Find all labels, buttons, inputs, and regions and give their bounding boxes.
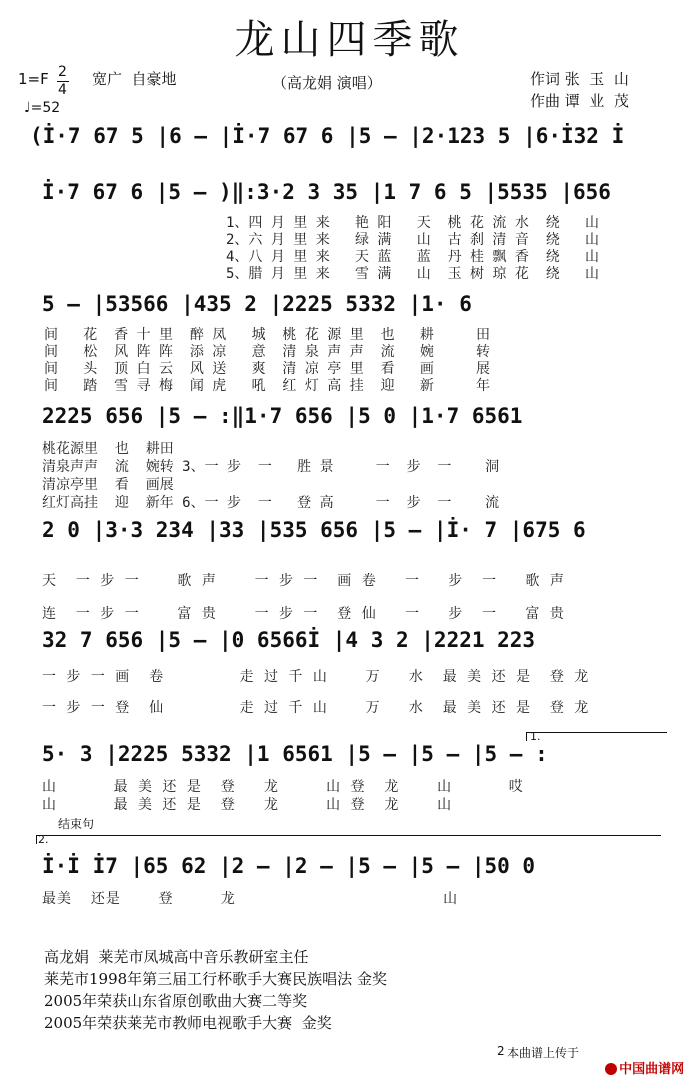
- ending-section-label: 结束句: [58, 817, 95, 831]
- lyricist-credit: 作词 张 玉 山: [530, 70, 629, 88]
- singer-bio-line-2: 莱芜市1998年第三届工行杯歌手大赛民族唱法 金奖: [44, 970, 387, 988]
- expression-marking: 宽广 自豪地: [92, 70, 177, 88]
- volta-bracket-2: [36, 835, 661, 844]
- lyric-row-3-verse-1: 间 花 香 十 里 醉 凤 城 桃 花 源 里 也 耕 田: [44, 327, 491, 343]
- lyric-row-6-verse-1: 一 步 一 画 卷 走 过 千 山 万 水 最 美 还 是 登 龙: [42, 669, 590, 685]
- page-marker: 2: [497, 1044, 505, 1058]
- lyric-row-2-verse-4: 4、八 月 里 来 天 蓝 蓝 丹 桂 飘 香 绕 山: [226, 249, 600, 265]
- score-row-5: 2 0 |3·3 234 |33 |535 656 |5 – |İ· 7 |675 6: [42, 518, 586, 542]
- singer-bio-line-1: 高龙娟 莱芜市凤城高中音乐教研室主任: [44, 948, 309, 966]
- lyric-row-3-verse-3: 间 头 顶 白 云 风 送 爽 清 凉 亭 里 看 画 展: [44, 361, 491, 377]
- score-row-1: (İ·7 67 5 |6 – |İ·7 67 6 |5 – |2·123 5 |6·İ32 İ: [30, 124, 625, 148]
- volta-bracket-1: [526, 732, 667, 741]
- singer-bio-line-3: 2005年荣获山东省原创歌曲大赛二等奖: [44, 992, 308, 1010]
- score-row-8: İ·İ İ7 |65 62 |2 – |2 – |5 – |5 – |50 0: [42, 854, 536, 878]
- lyric-row-3-verse-2: 间 松 风 阵 阵 添 凉 意 清 泉 声 声 流 婉 转: [44, 344, 491, 360]
- lyric-row-6-verse-2: 一 步 一 登 仙 走 过 千 山 万 水 最 美 还 是 登 龙: [42, 700, 590, 716]
- lyric-row-4-verse-2: 清泉声声 流 婉转 3、一 步 一 胜 景 一 步 一 洞: [42, 459, 500, 475]
- lyric-row-4-verse-4: 红灯高挂 迎 新年 6、一 步 一 登 高 一 步 一 流: [42, 495, 500, 511]
- score-row-4: 2225 656 |5 – :‖1·7 656 |5 0 |1·7 6561: [42, 404, 523, 428]
- lyric-row-4-verse-1: 桃花源里 也 耕田: [42, 441, 174, 457]
- upload-source-text: 本曲谱上传于: [507, 1046, 580, 1060]
- score-row-6: 32 7 656 |5 – |0 6566İ |4 3 2 |2221 223: [42, 628, 536, 652]
- lyric-row-7-verse-2: 山 最 美 还 是 登 龙 山 登 龙 山: [42, 797, 453, 813]
- lyric-row-2-verse-2: 2、六 月 里 来 绿 满 山 古 刹 清 音 绕 山: [226, 232, 600, 248]
- song-title: 龙山四季歌: [234, 17, 465, 63]
- score-row-7: 5· 3 |2225 5332 |1 6561 |5 – |5 – |5 – :: [42, 742, 548, 766]
- score-row-3: 5 – |53566 |435 2 |2225 5332 |1· 6: [42, 292, 472, 316]
- lyric-row-2-verse-1: 1、四 月 里 来 艳 阳 天 桃 花 流 水 绕 山: [226, 215, 600, 231]
- lyric-row-5-verse-2: 连 一 步 一 富 贵 一 步 一 登 仙 一 步 一 富 贵: [42, 606, 565, 622]
- singer-credit: （高龙娟 演唱）: [272, 74, 382, 92]
- site-brand-name: 中国曲谱网: [619, 1062, 685, 1077]
- volta-1-label: 1.: [530, 730, 541, 743]
- lyric-row-3-verse-4: 间 踏 雪 寻 梅 闻 虎 吼 红 灯 高 挂 迎 新 年: [44, 378, 491, 394]
- composer-credit: 作曲 谭 业 茂: [530, 92, 629, 110]
- volta-2-label: 2.: [38, 833, 49, 846]
- time-signature-bottom: 4: [58, 82, 67, 98]
- lyric-row-2-verse-5: 5、腊 月 里 来 雪 满 山 玉 树 琼 花 绕 山: [226, 266, 600, 282]
- lyric-row-4-verse-3: 清凉亭里 看 画展: [42, 477, 174, 493]
- key-signature: 1=F: [18, 70, 49, 88]
- score-row-2: İ·7 67 6 |5 – )‖:3·2 3 35 |1 7 6 5 |5535 |656: [42, 180, 611, 204]
- tempo-marking: ♩=52: [24, 100, 61, 116]
- lyric-row-8: 最美 还是 登 龙 山: [42, 891, 459, 907]
- lyric-row-5-verse-1: 天 一 步 一 歌 声 一 步 一 画 卷 一 步 一 歌 声: [42, 573, 565, 589]
- site-logo[interactable]: [596, 1043, 684, 1077]
- lyric-row-7-verse-1: 山 最 美 还 是 登 龙 山 登 龙 山 哎: [42, 779, 524, 795]
- time-signature-top: 2: [58, 64, 67, 80]
- singer-bio-line-4: 2005年荣获莱芜市教师电视歌手大赛 金奖: [44, 1014, 332, 1032]
